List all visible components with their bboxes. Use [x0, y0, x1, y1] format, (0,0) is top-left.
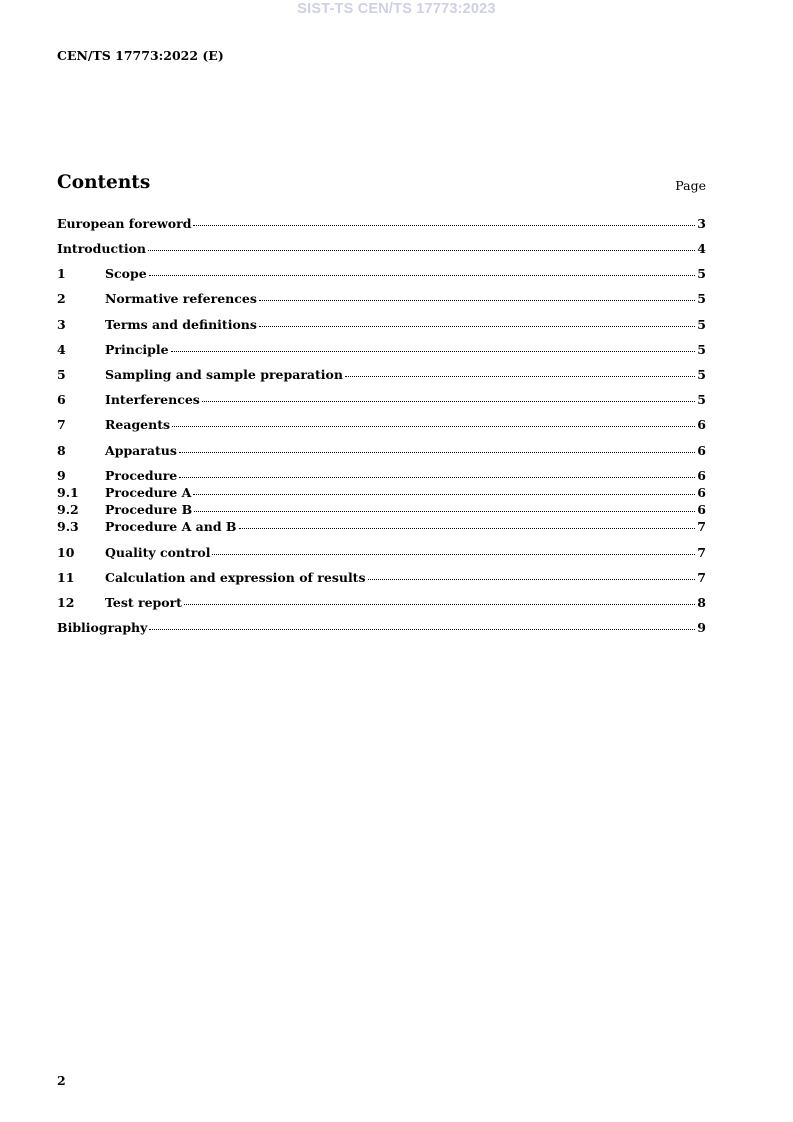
toc-entry-title: Normative references: [105, 291, 257, 306]
toc-entry[interactable]: [57, 342, 706, 358]
toc-entry[interactable]: [57, 570, 706, 586]
toc-dot-leader: [368, 578, 696, 580]
toc-entry-page: 6: [697, 485, 706, 500]
toc-entry-number: 4: [57, 342, 66, 357]
toc-entry-number: 9.2: [57, 502, 79, 517]
toc-dot-leader: [259, 325, 695, 327]
toc-entry[interactable]: [57, 443, 706, 459]
toc-entry-page: 5: [697, 392, 706, 407]
toc-entry[interactable]: [57, 502, 706, 518]
toc-entry[interactable]: [57, 266, 706, 282]
toc-entry-number: 5: [57, 367, 66, 382]
toc-dot-leader: [202, 400, 695, 402]
toc-dot-leader: [194, 510, 695, 512]
toc-entry[interactable]: [57, 519, 706, 535]
toc-entry-title: Apparatus: [105, 443, 177, 458]
watermark: SIST-TS CEN/TS 17773:2023: [297, 1, 496, 17]
toc-entry-number: 9: [57, 468, 66, 483]
footer-page-number: 2: [57, 1073, 66, 1088]
toc-entry-page: 5: [697, 367, 706, 382]
toc-entry-number: 3: [57, 317, 66, 332]
toc-entry[interactable]: [57, 468, 706, 484]
contents-heading: Contents: [57, 172, 151, 193]
toc-entry-title: European foreword: [57, 216, 192, 231]
toc-entry-number: 1: [57, 266, 66, 281]
toc-dot-leader: [239, 527, 696, 529]
toc-entry-title: Procedure B: [105, 502, 193, 517]
toc-entry-title: Sampling and sample preparation: [105, 367, 343, 382]
toc-entry-page: 5: [697, 291, 706, 306]
toc-entry-page: 3: [697, 216, 706, 231]
toc-dot-leader: [149, 628, 695, 630]
toc-entry-title: Calculation and expression of results: [105, 570, 366, 585]
toc-entry-number: 9.3: [57, 519, 79, 534]
toc-entry-page: 6: [697, 417, 706, 432]
toc-entry-page: 6: [697, 443, 706, 458]
toc-entry-number: 2: [57, 291, 66, 306]
toc-entry-title: Introduction: [57, 241, 147, 256]
toc-dot-leader: [212, 553, 695, 555]
toc-entry-number: 7: [57, 417, 66, 432]
toc-entry-title: Terms and definitions: [105, 317, 257, 332]
toc-dot-leader: [171, 350, 696, 352]
toc-entry-page: 4: [697, 241, 706, 256]
toc-entry-title: Test report: [105, 595, 182, 610]
toc-entry-title: Interferences: [105, 392, 200, 407]
toc-dot-leader: [179, 451, 695, 453]
toc-entry-page: 8: [697, 595, 706, 610]
toc-entry-title: Principle: [105, 342, 169, 357]
toc-entry-page: 5: [697, 317, 706, 332]
toc-entry[interactable]: [57, 367, 706, 383]
toc-dot-leader: [149, 274, 696, 276]
toc-dot-leader: [179, 476, 695, 478]
toc-entry-title: Procedure A: [105, 485, 192, 500]
toc-entry-title: Reagents: [105, 417, 171, 432]
toc-dot-leader: [345, 375, 695, 377]
toc-dot-leader: [193, 493, 695, 495]
toc-entry-page: 6: [697, 468, 706, 483]
toc-entry-page: 9: [697, 620, 706, 635]
toc-entry-number: 9.1: [57, 485, 79, 500]
toc-entry-page: 7: [697, 519, 706, 534]
toc-entry[interactable]: [57, 317, 706, 333]
document-id-header: CEN/TS 17773:2022 (E): [57, 48, 224, 63]
toc-entry-number: 6: [57, 392, 66, 407]
toc-entry-title: Scope: [105, 266, 147, 281]
page-column-label: Page: [675, 178, 706, 193]
toc-entry[interactable]: [57, 620, 706, 636]
toc-entry-page: 5: [697, 342, 706, 357]
toc-entry-title: Quality control: [105, 545, 211, 560]
toc-dot-leader: [259, 299, 695, 301]
toc-entry[interactable]: [57, 545, 706, 561]
toc-entry-page: 7: [697, 570, 706, 585]
toc-dot-leader: [184, 603, 695, 605]
toc-entry[interactable]: [57, 241, 706, 257]
toc-entry[interactable]: [57, 595, 706, 611]
toc-entry[interactable]: [57, 392, 706, 408]
toc-entry[interactable]: [57, 417, 706, 433]
toc-entry-title: Procedure: [105, 468, 178, 483]
toc-entry-page: 7: [697, 545, 706, 560]
toc-dot-leader: [172, 425, 695, 427]
toc-entry[interactable]: [57, 291, 706, 307]
toc-entry[interactable]: [57, 485, 706, 501]
toc-entry-number: 11: [57, 570, 75, 585]
toc-entry-page: 5: [697, 266, 706, 281]
toc-dot-leader: [193, 224, 695, 226]
toc-entry-number: 12: [57, 595, 75, 610]
toc-entry-number: 10: [57, 545, 75, 560]
toc-entry-title: Procedure A and B: [105, 519, 237, 534]
toc-entry-page: 6: [697, 502, 706, 517]
toc-entry-title: Bibliography: [57, 620, 148, 635]
toc-entry-number: 8: [57, 443, 66, 458]
toc-dot-leader: [148, 249, 695, 251]
toc-entry[interactable]: [57, 216, 706, 232]
